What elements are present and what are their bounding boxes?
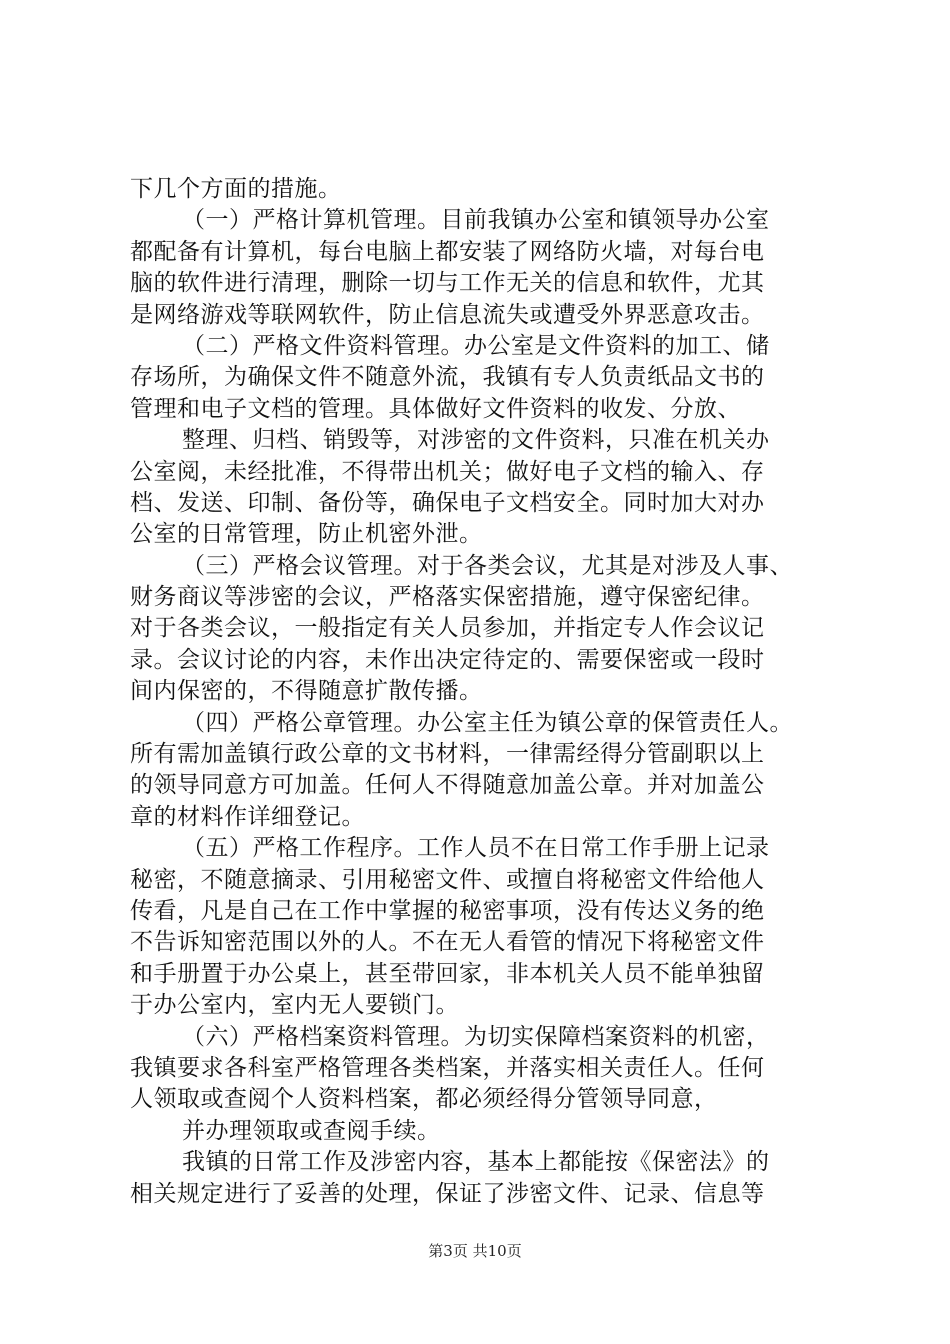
text-line: 并办理领取或查阅手续。 (182, 1117, 441, 1144)
text-line: （四）严格公章管理。办公室主任为镇公章的保管责任人。 (182, 709, 793, 736)
text-line: 录。会议讨论的内容，未作出决定待定的、需要保密或一段时 (130, 646, 765, 673)
text-line: 我镇要求各科室严格管理各类档案，并落实相关责任人。任何 (130, 1054, 765, 1081)
text-line: 我镇的日常工作及涉密内容，基本上都能按《保密法》的 (182, 1149, 770, 1176)
text-line: 不告诉知密范围以外的人。不在无人看管的情况下将秘密文件 (130, 929, 765, 956)
text-line: 传看，凡是自己在工作中掌握的秘密事项，没有传达义务的绝 (130, 897, 765, 924)
text-line: 公室的日常管理，防止机密外泄。 (130, 521, 483, 548)
text-line: 于办公室内，室内无人要锁门。 (130, 992, 459, 1019)
text-line: 脑的软件进行清理，删除一切与工作无关的信息和软件，尤其 (130, 270, 765, 297)
text-line: （六）严格档案资料管理。为切实保障档案资料的机密， (182, 1023, 770, 1050)
text-line: 存场所，为确保文件不随意外流，我镇有专人负责纸品文书的 (130, 364, 765, 391)
text-line: 的领导同意方可加盖。任何人不得随意加盖公章。并对加盖公 (130, 772, 765, 799)
text-line: （二）严格文件资料管理。办公室是文件资料的加工、储 (182, 332, 770, 359)
text-line: 人领取或查阅个人资料档案，都必须经得分管领导同意， (130, 1086, 718, 1113)
text-line: 管理和电子文档的管理。具体做好文件资料的收发、分放、 (130, 395, 741, 422)
text-line: 财务商议等涉密的会议，严格落实保密措施，遵守保密纪律。 (130, 584, 765, 611)
text-line: 公室阅，未经批准，不得带出机关；做好电子文档的输入、存 (130, 458, 765, 485)
text-line: （一）严格计算机管理。目前我镇办公室和镇领导办公室 (182, 207, 770, 234)
text-line: 是网络游戏等联网软件，防止信息流失或遭受外界恶意攻击。 (130, 301, 765, 328)
text-line: 和手册置于办公桌上，甚至带回家，非本机关人员不能单独留 (130, 960, 765, 987)
body-text (130, 174, 830, 1210)
text-line: 相关规定进行了妥善的处理，保证了涉密文件、记录、信息等 (130, 1180, 765, 1207)
text-line: （五）严格工作程序。工作人员不在日常工作手册上记录 (182, 835, 770, 862)
text-line: 整理、归档、销毁等，对涉密的文件资料，只准在机关办 (182, 427, 770, 454)
page-footer: 第3页 共10页 (428, 1242, 522, 1260)
text-line: 间内保密的，不得随意扩散传播。 (130, 678, 483, 705)
text-line: 档、发送、印制、备份等，确保电子文档安全。同时加大对办 (130, 489, 765, 516)
text-line: 所有需加盖镇行政公章的文书材料，一律需经得分管副职以上 (130, 741, 765, 768)
text-line: 秘密，不随意摘录、引用秘密文件、或擅自将秘密文件给他人 (130, 866, 765, 893)
text-line: 对于各类会议，一般指定有关人员参加，并指定专人作会议记 (130, 615, 765, 642)
text-line: （三）严格会议管理。对于各类会议，尤其是对涉及人事、 (182, 552, 793, 579)
text-line: 都配备有计算机，每台电脑上都安装了网络防火墙，对每台电 (130, 238, 765, 265)
text-line: 章的材料作详细登记。 (130, 803, 365, 830)
text-line: 下几个方面的措施。 (130, 176, 342, 202)
